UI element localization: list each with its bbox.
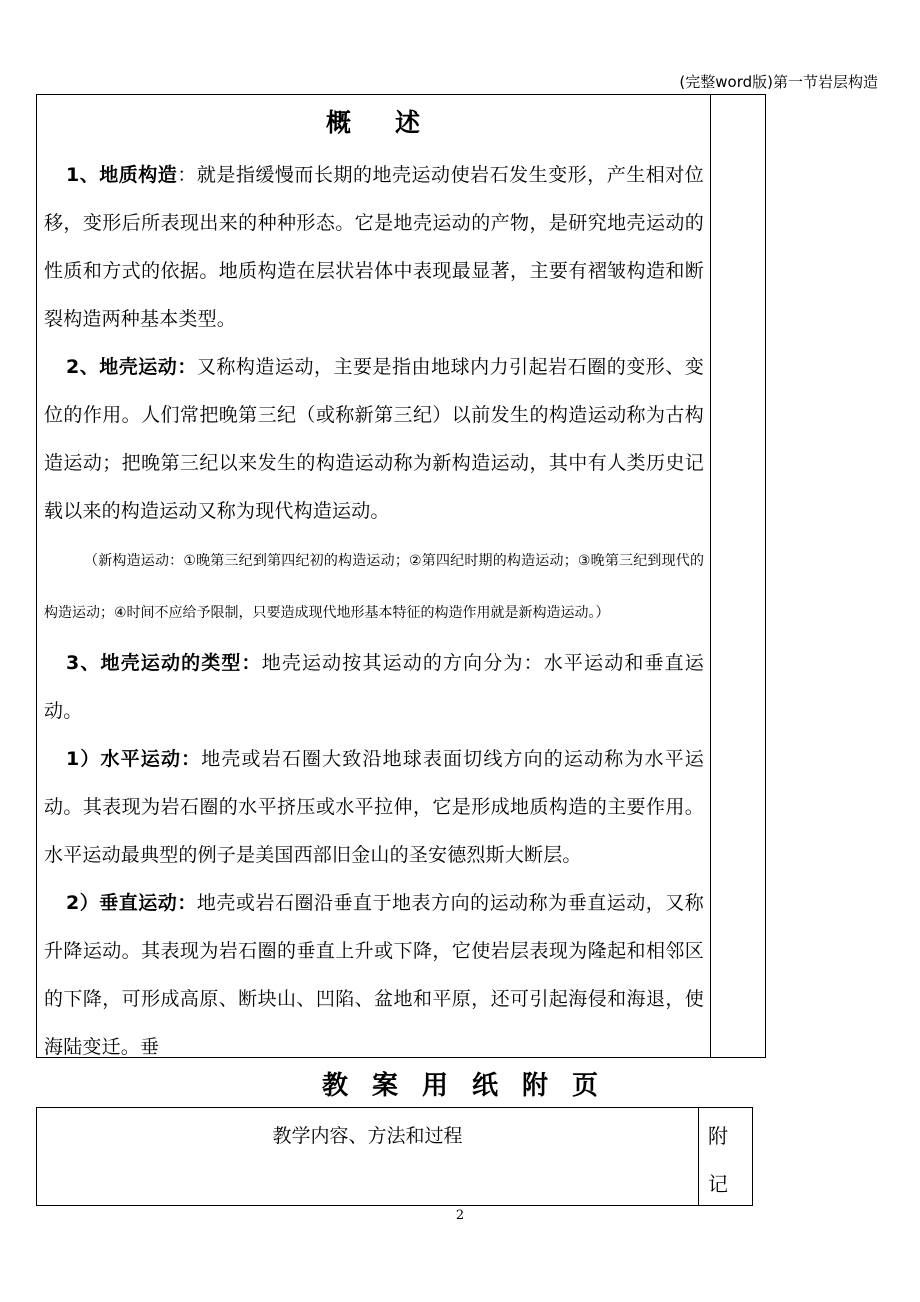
term-text: 地壳或岩石圈沿垂直于地表方向的运动称为垂直运动，又称升降运动。其表现为岩石圈的垂直上升或下降，它使岩层表现为隆起和相邻区的下降，可形成高原、断块山、凹陷、盆地和平原，还可引起海侵和海退，使海陆变迁。垂 <box>44 892 705 1058</box>
term-label: 2）垂直运动： <box>66 892 197 914</box>
term-label: 3、地壳运动的类型： <box>66 652 262 674</box>
paragraph-movement-types <box>44 639 704 735</box>
term-label: 1）水平运动： <box>66 748 202 770</box>
paragraph-crustal-movement <box>44 343 704 535</box>
document-header-note: (完整word版)第一节岩层构造 <box>679 73 878 91</box>
term-text: 地壳或岩石圈大致沿地球表面切线方向的运动称为水平运动。其表现为岩石圈的水平挤压或水平拉伸，它是形成地质构造的主要作用。水平运动最典型的例子是美国西部旧金山的圣安德烈斯大断层。 <box>44 748 704 866</box>
section-title <box>44 95 704 151</box>
title-char: 附 <box>522 1071 549 1101</box>
term-text: ：就是指缓慢而长期的地壳运动使岩石发生变形，产生相对位移，变形后所表现出来的种种形态。它是地壳运动的产物，是研究地壳运动的性质和方式的依据。地质构造在层状岩体中表现最显著，主要有褶皱构造和断裂构造两种基本类型。 <box>44 164 704 330</box>
neotectonic-note: （新构造运动：①晚第三纪到第四纪初的构造运动；②第四纪时期的构造运动；③晚第三纪到现代的构造运动；④时间不应给予限制，只要造成现代地形基本特征的构造作用就是新构造运动。） <box>44 553 704 621</box>
notes-column-cell <box>710 95 765 1057</box>
section-title-part1: 概 <box>325 108 353 137</box>
side-header-char-2: 记 <box>708 1172 728 1196</box>
term-label: 2、地壳运动： <box>66 356 197 378</box>
paragraph-geologic-structure <box>44 151 704 343</box>
paragraph-horizontal-movement <box>44 735 704 879</box>
page-number: 2 <box>455 1208 465 1223</box>
attachment-page-title <box>0 1066 920 1106</box>
paragraph-vertical-movement <box>44 879 704 1071</box>
lesson-table <box>36 94 766 1058</box>
term-text: 地壳运动按其运动的方向分为：水平运动和垂直运动。 <box>44 652 704 722</box>
title-char: 教 <box>321 1071 348 1101</box>
title-char: 案 <box>371 1071 398 1101</box>
section-title-part2: 述 <box>395 108 423 137</box>
title-char: 页 <box>572 1071 599 1101</box>
attachment-side-header <box>698 1108 752 1205</box>
term-label: 1、地质构造 <box>66 164 178 186</box>
attachment-main-header: 教学内容、方法和过程 <box>37 1108 699 1205</box>
lesson-content-cell <box>37 95 711 1057</box>
attachment-table <box>36 1107 753 1206</box>
term-text: 又称构造运动，主要是指由地球内力引起岩石圈的变形、变位的作用。人们常把晚第三纪（或称新第三纪）以前发生的构造运动称为古构造运动；把晚第三纪以来发生的构造运动称为新构造运动，其中有人类历史记载以来的构造运动又称为现代构造运动。 <box>44 356 705 522</box>
side-header-char-1: 附 <box>708 1124 728 1148</box>
title-char: 用 <box>421 1071 448 1101</box>
title-char: 纸 <box>472 1071 499 1101</box>
